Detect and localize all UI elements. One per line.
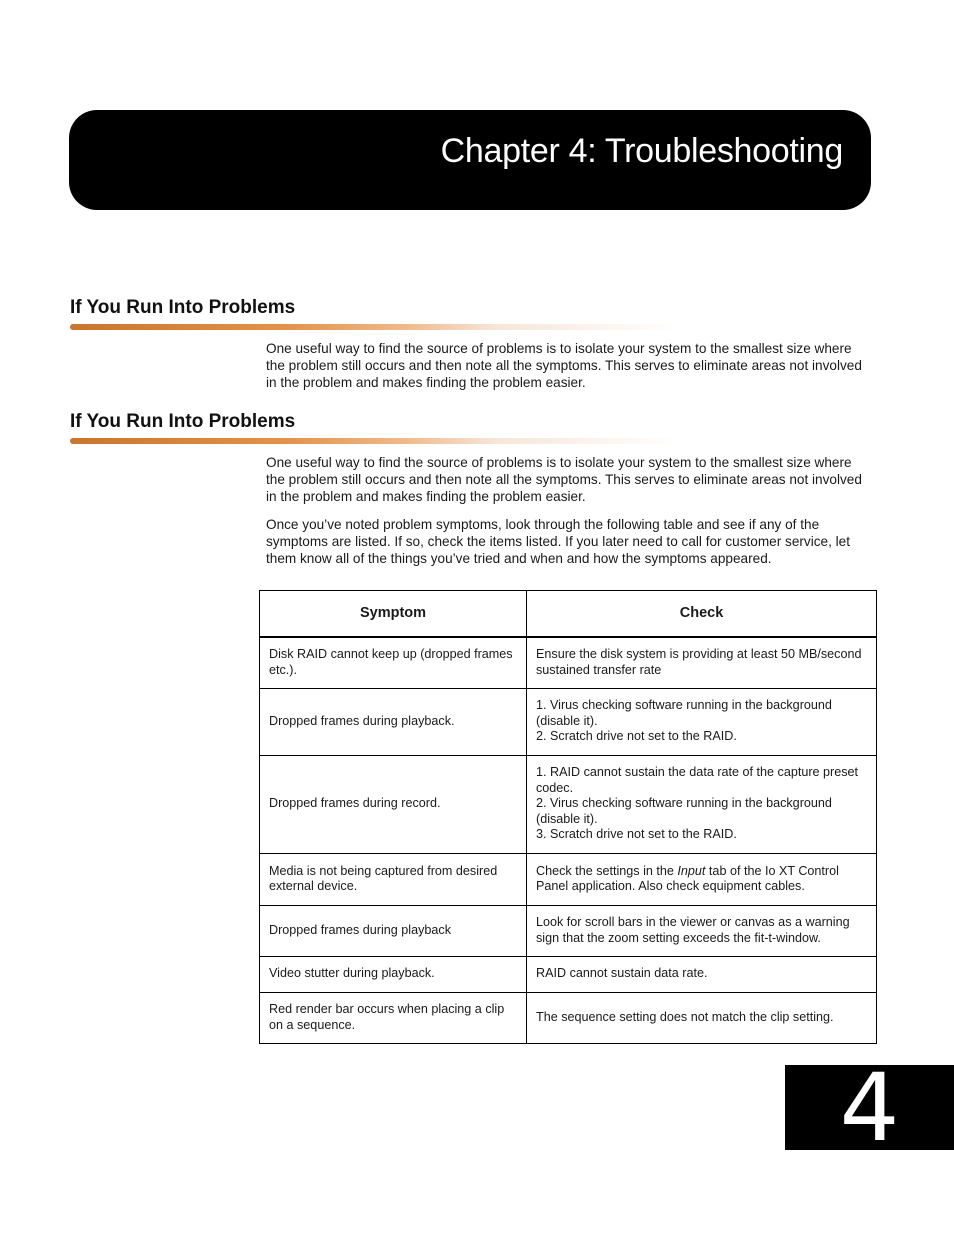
check-text-before: Check the settings in the [536,863,678,878]
check-line: RAID cannot sustain data rate. [536,966,708,981]
check-cell [527,637,877,688]
table-row [260,755,877,853]
section-heading: If You Run Into Problems [70,411,296,432]
column-header-symptom: Symptom [260,591,527,638]
check-cell [527,688,877,755]
check-line: 1. Virus checking software running in the background (disable it). [536,698,832,728]
chapter-banner [69,110,871,210]
check-line: Look for scroll bars in the viewer or canvas as a warning sign that the zoom setting exceeds the fit-t-window. [536,915,850,945]
symptom-cell: Dropped frames during playback [260,905,527,956]
symptom-cell: Media is not being captured from desired external device. [260,853,527,905]
table-row [260,992,877,1043]
table-row [260,905,877,956]
heading-rule [70,438,680,444]
heading-rule [70,324,680,330]
check-text-after: tab of the Io XT Control Panel application. Also check equipment cables. [536,863,839,893]
check-line: 1. RAID cannot sustain the data rate of the capture preset codec. [536,765,859,795]
body-paragraph: One useful way to find the source of problems is to isolate your system to the smallest size where the problem still occurs and then note all the symptoms. This serves to eliminate areas not involved in the problem and makes finding the problem easier. [266,341,862,390]
chapter-title: Chapter 4: Troubleshooting [440,132,843,170]
check-cell [527,992,877,1043]
symptom-cell: Dropped frames during playback. [260,688,527,755]
troubleshooting-table [259,590,877,1044]
check-line: 3. Scratch drive not set to the RAID. [536,827,737,842]
section-heading: If You Run Into Problems [70,297,296,318]
check-cell [527,956,877,992]
body-paragraph: One useful way to find the source of problems is to isolate your system to the smallest size where the problem still occurs and then note all the symptoms. This serves to eliminate areas not involved in the problem and makes finding the problem easier. [266,455,862,504]
table-row [260,637,877,688]
check-line: Ensure the disk system is providing at least 50 MB/second sustained transfer rate [536,647,862,677]
table-header-row [260,591,877,638]
check-cell [527,905,877,956]
check-text-emphasis: Input [677,863,706,878]
check-line: 2. Virus checking software running in the background (disable it). [536,796,832,826]
check-cell [527,755,877,853]
check-cell [527,853,877,905]
chapter-number: 4 [839,1054,900,1163]
symptom-cell: Red render bar occurs when placing a clip on a sequence. [260,992,527,1043]
column-header-check: Check [527,591,877,638]
chapter-tab [785,1054,954,1163]
body-paragraph: Once you’ve noted problem symptoms, look through the following table and see if any of the symptoms are listed. If so, check the items listed. If you later need to call for customer service, let them know all of the things you’ve tried and when and how the symptoms appeared. [266,517,851,566]
symptom-cell: Video stutter during playback. [260,956,527,992]
table-row [260,853,877,905]
symptom-cell: Disk RAID cannot keep up (dropped frames etc.). [260,637,527,688]
check-line: The sequence setting does not match the clip setting. [536,1009,834,1024]
table-row [260,956,877,992]
symptom-cell: Dropped frames during record. [260,755,527,853]
table-row [260,688,877,755]
check-line: 2. Scratch drive not set to the RAID. [536,729,737,744]
